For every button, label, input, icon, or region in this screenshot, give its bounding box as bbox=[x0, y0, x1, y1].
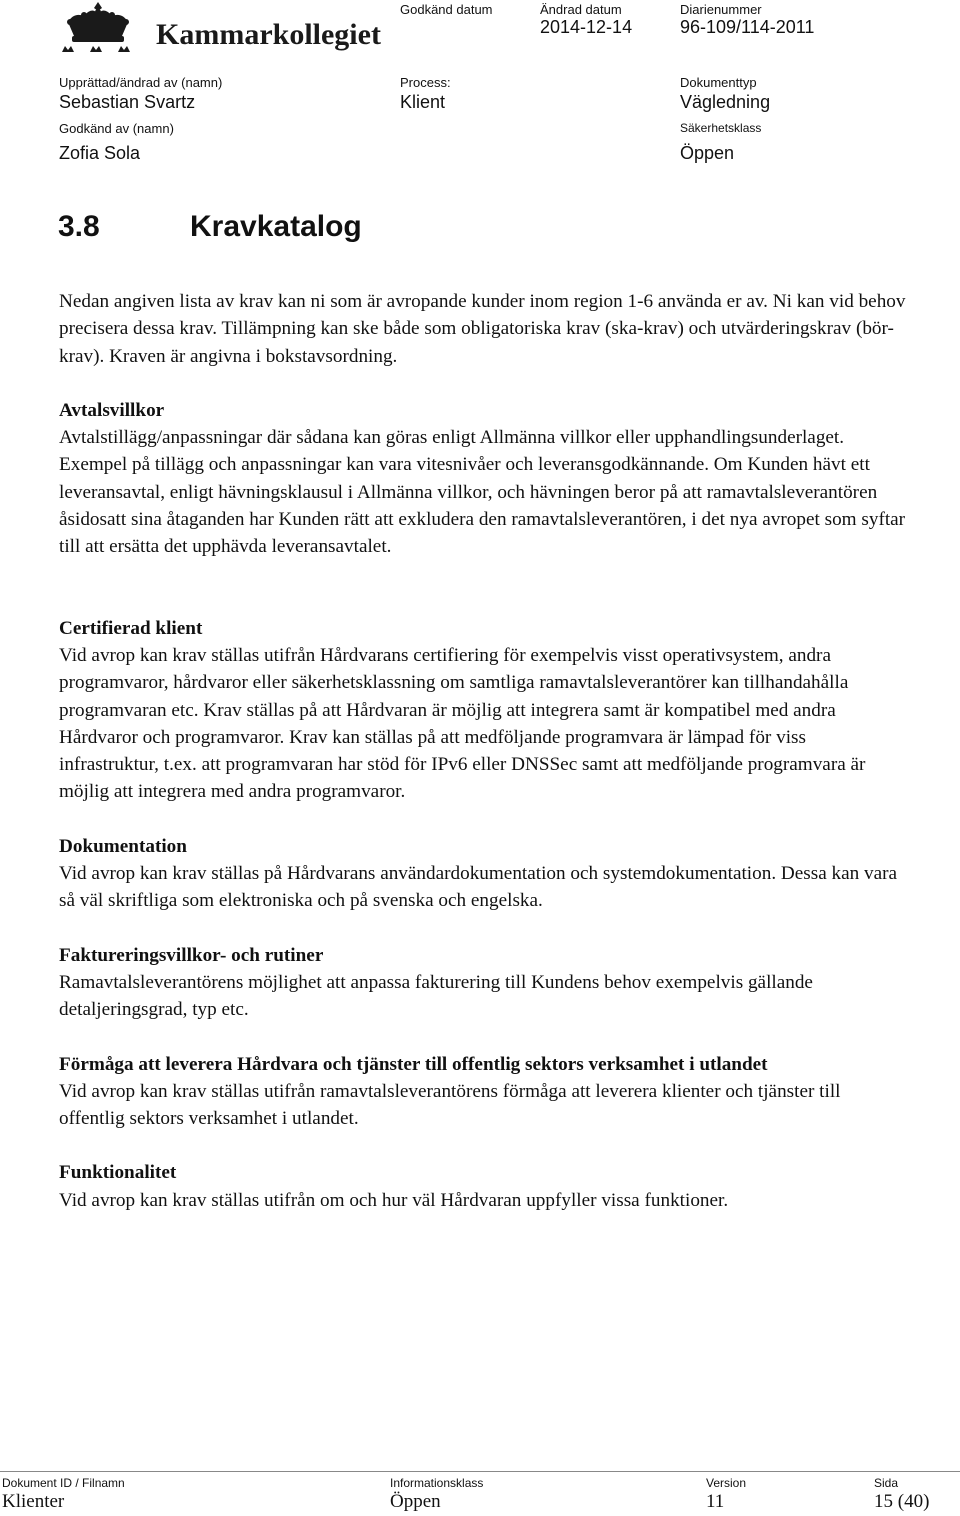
section-title: Kravkatalog bbox=[190, 210, 362, 243]
security-class-value: Öppen bbox=[680, 143, 735, 163]
requirement-title: Faktureringsvillkor- och rutiner bbox=[59, 944, 324, 966]
approved-by-value: Zofia Sola bbox=[59, 143, 141, 163]
page-value: 15 (40) bbox=[874, 1491, 930, 1512]
info-class-value: Öppen bbox=[390, 1491, 441, 1512]
requirement-body: Vid avrop kan krav ställas på Hårdvarans användardokumentation och systemdokumentation. Dessa kan vara så väl skriftliga som elektroniska och på svenska och engelska. bbox=[59, 863, 898, 912]
intro-paragraph: Nedan angiven lista av krav kan ni som är avropande kunder inom region 1-6 använda er av. Ni kan vid behov precisera dessa krav. Tillämpning kan ske både som obligatoriska krav (ska-krav) och utvärderingskrav (bör-krav). Kraven är angivna i bokstavsordning. bbox=[59, 291, 906, 367]
requirement-title: Förmåga att leverera Hårdvara och tjänster till offentlig sektors verksamhet i utlandet bbox=[59, 1053, 768, 1075]
doc-id-label: Dokument ID / Filnamn bbox=[2, 1476, 125, 1490]
requirement-block bbox=[59, 397, 909, 561]
kammarkollegiet-logo bbox=[58, 0, 388, 62]
process-value: Klient bbox=[400, 92, 446, 112]
requirement-block bbox=[59, 942, 909, 1024]
requirement-body: Ramavtalsleverantörens möjlighet att anpassa fakturering till Kundens behov exempelvis gällande detaljeringsgrad, typ etc. bbox=[59, 971, 813, 1021]
footer-divider bbox=[0, 1471, 960, 1472]
doc-type-value: Vägledning bbox=[680, 92, 771, 112]
requirement-title: Certifierad klient bbox=[59, 617, 203, 639]
requirement-title: Funktionalitet bbox=[59, 1162, 177, 1184]
info-class-label: Informationsklass bbox=[390, 1476, 484, 1490]
requirement-body: Vid avrop kan krav ställas utifrån om och hur väl Hårdvaran uppfyller vissa funktioner. bbox=[59, 1189, 729, 1211]
requirement-title: Avtalsvillkor bbox=[59, 399, 165, 421]
requirement-block bbox=[59, 833, 909, 915]
requirement-body: Vid avrop kan krav ställas utifrån Hårdvarans certifiering för exempelvis visst operativsystem, andra programvaror, hårdvaror eller säkerhetsklassning om samtliga ramavtalsleverantörer kan tillhandahålla programvaran etc. Krav ställas på att Hårdvaran är möjlig att integrera samt är kompatibel med andra Hårdvaror och programvaror. Krav kan ställas på att medföljande programvara är lämpad för viss infrastruktur, t.ex. att programvaran har stöd för IPv6 eller DNSSec samt att medföljande programvara är möjlig att integrera med andra programvaror. bbox=[59, 644, 866, 803]
doc-id-value: Klienter bbox=[2, 1491, 65, 1512]
doc-type-label: Dokumenttyp bbox=[680, 75, 757, 90]
created-by-label: Upprättad/ändrad av (namn) bbox=[59, 75, 223, 90]
diary-number-label: Diarienummer bbox=[680, 2, 762, 17]
section-number: 3.8 bbox=[58, 210, 100, 243]
process-label: Process: bbox=[400, 75, 451, 90]
requirement-body: Avtalstillägg/anpassningar där sådana kan göras enligt Allmänna villkor eller upphandlingsunderlaget. Exempel på tillägg och anpassningar kan vara vitesnivåer och leveransgodkännande. Om Kunden hävt ett leveransavtal, enligt hävningsklausul i Allmänna villkor, och hävningen beror på att ramavtalsleverantören åsidosatt sina åtaganden har Kunden rätt att exkludera den ramavtalsleverantören, i det nya avropet som syftar till att ersätta det upphävda leveransavtalet. bbox=[59, 427, 906, 558]
requirement-body: Vid avrop kan krav ställas utifrån ramavtalsleverantörens förmåga att leverera klienter och tjänster till offentlig sektors verksamhet i utlandet. bbox=[59, 1080, 841, 1130]
section-heading bbox=[58, 210, 362, 244]
logo-wordmark: Kammarkollegiet bbox=[156, 18, 381, 51]
requirement-block bbox=[59, 1051, 909, 1133]
security-class-label: Säkerhetsklass bbox=[680, 121, 762, 135]
created-by-value: Sebastian Svartz bbox=[59, 92, 196, 112]
requirement-block bbox=[59, 1159, 909, 1214]
changed-date-value: 2014-12-14 bbox=[540, 17, 633, 37]
page-label: Sida bbox=[874, 1476, 899, 1490]
version-label: Version bbox=[706, 1476, 747, 1490]
approved-by-label: Godkänd av (namn) bbox=[59, 121, 174, 136]
approved-date-label: Godkänd datum bbox=[400, 2, 493, 17]
document-body bbox=[59, 288, 909, 1214]
diary-number-value: 96-109/114-2011 bbox=[680, 17, 815, 37]
requirement-title: Dokumentation bbox=[59, 835, 187, 857]
requirement-block bbox=[59, 615, 909, 806]
changed-date-label: Ändrad datum bbox=[540, 2, 622, 17]
version-value: 11 bbox=[706, 1491, 725, 1512]
